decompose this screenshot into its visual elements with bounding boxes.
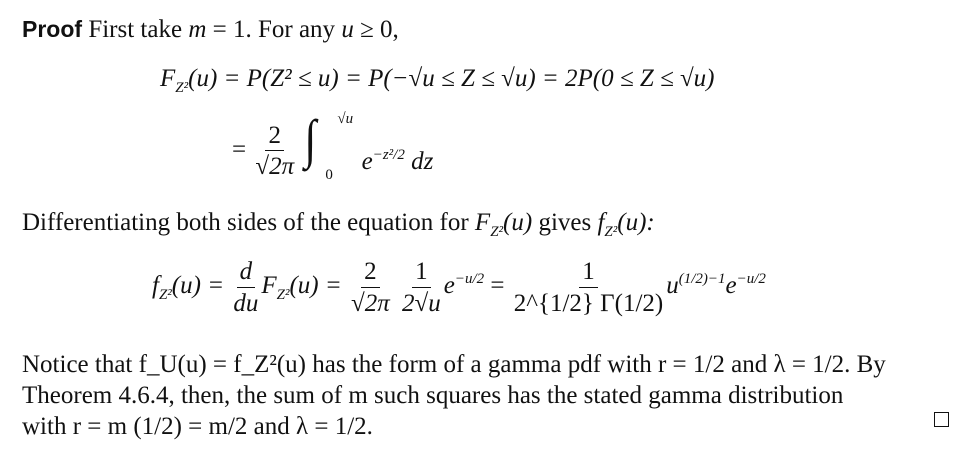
proof-label: Proof: [22, 16, 83, 42]
eq3-d-num: d: [237, 258, 256, 288]
eq3-frac3: [511, 258, 666, 317]
eq2-equals: =: [232, 136, 247, 163]
integral-upper-limit: √u: [337, 111, 354, 127]
equation-integral: [232, 109, 434, 183]
intro-eq-one: = 1. For any: [206, 16, 342, 43]
proof-intro-line: [22, 17, 399, 42]
eq1-rhs: = P(Z² ≤ u) = P(−√u ≤ Z ≤ √u) = 2P(0 ≤ Z ≤ √u): [223, 65, 715, 92]
eq3-d-du: [230, 258, 261, 317]
eq3-frac1-den: √2π: [350, 289, 390, 317]
eq3-e2: e: [725, 272, 737, 300]
eq3-F-sub: Z²: [276, 287, 290, 304]
eq3-lhs: f: [152, 272, 159, 300]
eq3-frac2-num: 1: [412, 258, 431, 288]
eq1-lhs-sub: Z²: [175, 80, 189, 96]
diff-f: f: [597, 209, 605, 236]
integral-lower-limit: 0: [325, 167, 333, 183]
eq3-lhs-arg: (u) =: [171, 272, 225, 300]
eq1-lhs-arg: (u): [188, 65, 218, 92]
intro-ge: ≥ 0,: [353, 16, 399, 43]
eq3-F: F: [261, 272, 277, 300]
notice-line-1: Notice that f_U(u) = f_Z²(u) has the form of a gamma pdf with r = 1/2 and λ = 1/2. By: [22, 351, 886, 378]
eq3-frac3-den: 2^{1/2} Γ(1/2): [513, 289, 664, 317]
intro-text: First take: [88, 16, 183, 43]
notice-line-3: with r = m (1/2) = m/2 and λ = 1/2.: [22, 413, 373, 440]
diff-text1: Differentiating both sides of the equation for: [22, 209, 469, 236]
eq3-e2-exp: −u/2: [736, 271, 766, 288]
notice-line-2: Theorem 4.6.4, then, the sum of m such squares has the stated gamma distribution: [22, 382, 844, 409]
eq3-frac2: [399, 258, 444, 317]
eq3-e-exp: −u/2: [454, 271, 485, 288]
integral-sign: ∫: [304, 109, 317, 169]
eq3-frac2-den: 2√u: [401, 289, 441, 317]
diff-F-arg: (u): [503, 209, 533, 236]
eq1-lhs: F: [160, 65, 176, 92]
eq3-d-den: du: [233, 289, 259, 317]
eq3-lhs-sub: Z²: [158, 287, 172, 304]
intro-var-m: m: [188, 16, 207, 43]
integral-block: [303, 109, 355, 183]
eq2-fraction: [252, 122, 297, 181]
eq2-numerator: 2: [265, 122, 284, 152]
differentiating-line: [22, 209, 655, 240]
diff-F-sub: Z²: [490, 224, 504, 240]
eq2-exponent: −z²/2: [372, 147, 405, 163]
diff-F: F: [474, 209, 491, 236]
eq3-frac1-num: 2: [361, 258, 380, 288]
qed-square-icon: [934, 412, 949, 427]
eq3-F-arg: (u) =: [289, 272, 342, 300]
diff-f-sub: Z²: [604, 224, 618, 240]
eq3-e: e: [443, 272, 455, 300]
diff-f-arg: (u):: [617, 209, 655, 236]
eq3-frac1: [348, 258, 393, 317]
equation-pdf: [152, 258, 766, 317]
eq2-denominator: √2π: [255, 153, 295, 181]
diff-text2: gives: [538, 209, 592, 236]
eq2-integrand: e: [361, 148, 373, 175]
eq3-frac3-num: 1: [579, 258, 598, 288]
equation-cdf: [160, 65, 715, 96]
eq3-u: u: [666, 272, 679, 300]
intro-var-u: u: [341, 16, 354, 43]
eq3-u-exp: (1/2)−1: [678, 271, 726, 288]
eq2-dz: dz: [411, 148, 434, 175]
eq3-equals: =: [490, 272, 505, 300]
